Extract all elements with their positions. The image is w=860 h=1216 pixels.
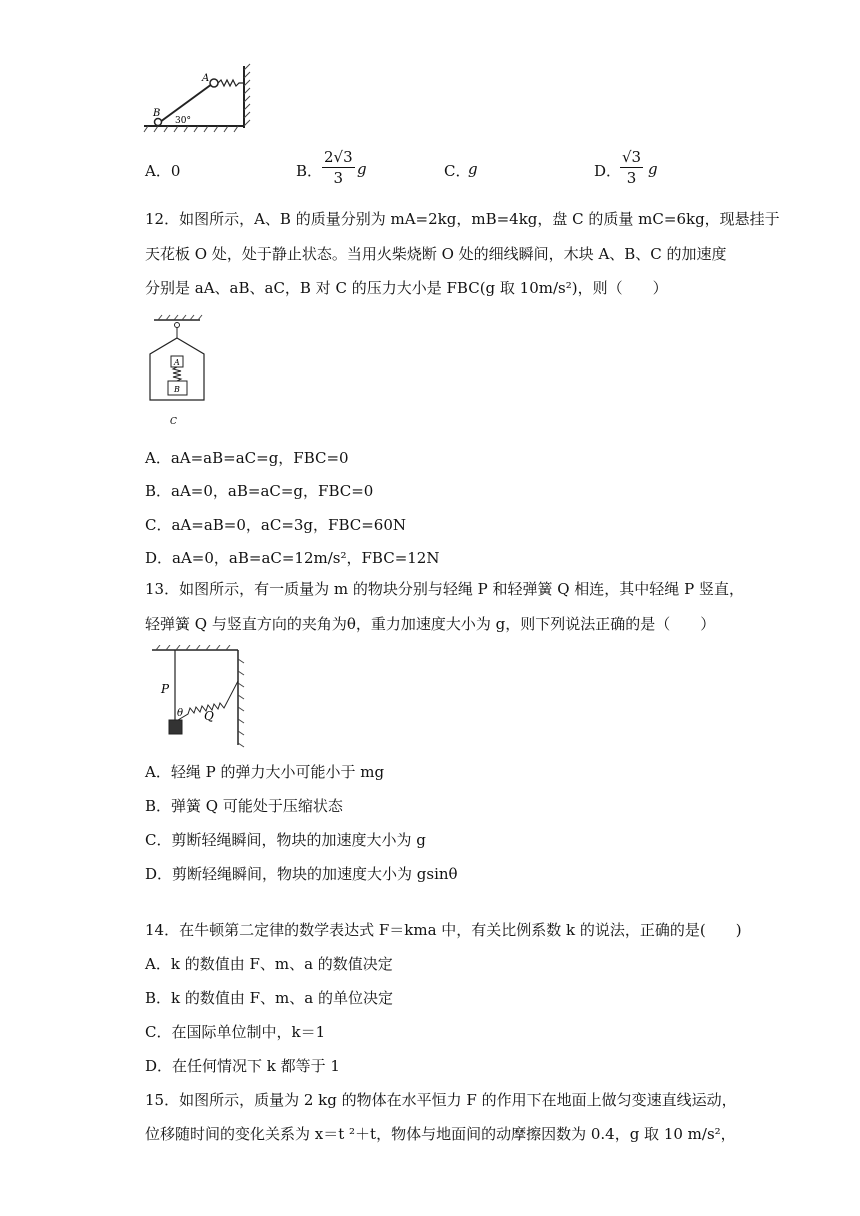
q11-option-d-numerator: √3 xyxy=(622,148,642,166)
q12-hanging-plate-figure xyxy=(146,314,214,430)
q11-option-b-numerator: 2√3 xyxy=(324,148,353,166)
q11-option-a: A．0 xyxy=(145,162,181,180)
q12-option-b: B．aA=0，aB=aC=g，FBC=0 xyxy=(145,482,374,500)
q13-label-theta: θ xyxy=(177,708,184,719)
q11-option-b-denominator: 3 xyxy=(333,169,344,187)
q11-label-a: A xyxy=(202,73,210,84)
q11-option-b-fraction xyxy=(322,148,355,187)
q12-stem-line-3: 分别是 aA、aB、aC，B 对 C 的压力大小是 FBC(g 取 10m/s²)，则（ ） xyxy=(145,279,668,297)
q12-stem-line-2: 天花板 O 处，处于静止状态。当用火柴烧断 O 处的细线瞬间，木块 A、B、C 的加速度 xyxy=(145,245,727,263)
q12-stem-line-1: 12．如图所示，A、B 的质量分别为 mA=2kg，mB=4kg，盘 C 的质量 mC=6kg，现悬挂于 xyxy=(145,210,780,228)
q13-option-b: B．弹簧 Q 可能处于压缩状态 xyxy=(145,797,343,815)
q14-option-d: D．在任何情况下 k 都等于 1 xyxy=(145,1057,340,1075)
q11-label-angle: 30° xyxy=(175,116,191,126)
q12-option-a: A．aA=aB=aC=g，FBC=0 xyxy=(145,449,349,467)
q15-stem-line-2: 位移随时间的变化关系为 x＝t ²＋t，物体与地面间的动摩擦因数为 0.4，g 取 10 m/s²， xyxy=(145,1125,736,1143)
q11-option-c-prefix: C． xyxy=(444,162,471,180)
q11-incline-figure xyxy=(140,62,252,134)
q14-option-a: A．k 的数值由 F、m、a 的数值决定 xyxy=(145,955,393,973)
q13-rope-spring-figure xyxy=(148,645,252,749)
q12-label-a: A xyxy=(174,358,180,367)
q14-stem: 14．在牛顿第二定律的数学表达式 F＝kma 中，有关比例系数 k 的说法，正确的是( ) xyxy=(145,921,742,939)
q11-option-d-denominator: 3 xyxy=(626,169,637,187)
q12-label-c: C xyxy=(170,417,177,427)
q14-option-c: C．在国际单位制中，k＝1 xyxy=(145,1023,326,1041)
q13-label-q: Q xyxy=(204,709,214,723)
q11-option-d-prefix: D． xyxy=(594,162,622,180)
q11-label-b: B xyxy=(153,108,161,119)
q11-option-d-suffix: g xyxy=(648,160,658,178)
q13-option-d: D．剪断轻绳瞬间，物块的加速度大小为 gsinθ xyxy=(145,865,458,883)
q11-option-b-prefix: B． xyxy=(296,162,323,180)
q12-option-d: D．aA=0，aB=aC=12m/s²，FBC=12N xyxy=(145,549,440,567)
q13-option-c: C．剪断轻绳瞬间，物块的加速度大小为 g xyxy=(145,831,426,849)
q12-label-b: B xyxy=(174,385,180,394)
q13-label-p: P xyxy=(161,682,170,696)
q14-option-b: B．k 的数值由 F、m、a 的单位决定 xyxy=(145,989,393,1007)
q11-option-b-suffix: g xyxy=(357,160,367,178)
q13-stem-line-1: 13．如图所示，有一质量为 m 的物块分别与轻绳 P 和轻弹簧 Q 相连，其中轻绳 P 竖直， xyxy=(145,580,744,598)
q15-stem-line-1: 15．如图所示，质量为 2 kg 的物体在水平恒力 F 的作用下在地面上做匀变速直线运动， xyxy=(145,1091,737,1109)
q12-option-c: C．aA=aB=0，aC=3g，FBC=60N xyxy=(145,516,406,534)
q11-option-c-suffix: g xyxy=(468,160,478,178)
q13-option-a: A．轻绳 P 的弹力大小可能小于 mg xyxy=(145,763,385,781)
q11-option-d-fraction xyxy=(620,148,643,187)
q13-stem-line-2: 轻弹簧 Q 与竖直方向的夹角为θ，重力加速度大小为 g，则下列说法正确的是（ ） xyxy=(145,615,716,633)
